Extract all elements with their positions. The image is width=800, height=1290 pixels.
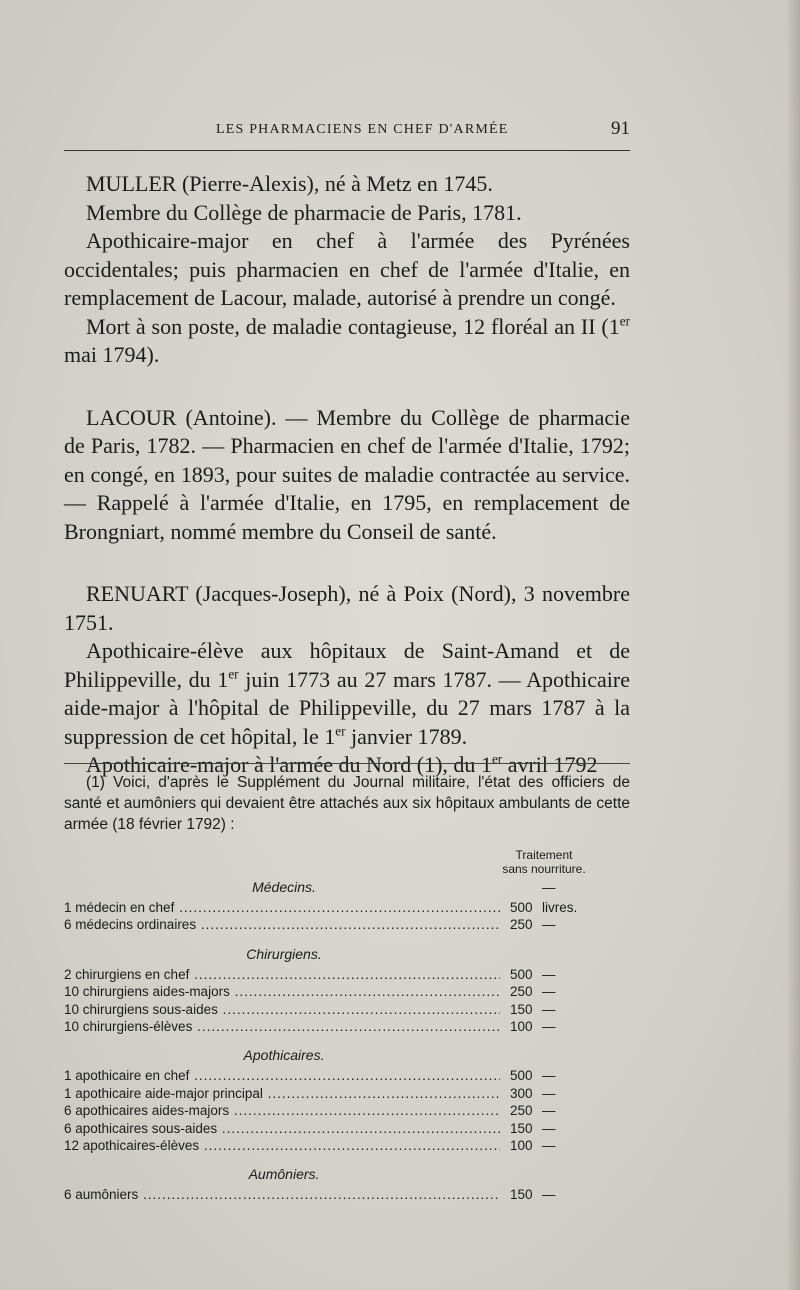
row-label: 10 chirurgiens sous-aides ..... <box>64 1001 500 1018</box>
row-unit: — <box>542 1120 556 1136</box>
row-unit: — <box>542 917 556 933</box>
entry-muller-line-2: Membre du Collège de pharmacie de Paris, 1781. <box>86 199 522 225</box>
row-amount: 500 <box>510 900 533 915</box>
entry-lacour-line-1: LACOUR (Antoine). — Membre du Collège de pharmacie de Paris, 1782. — Pharmacien en chef de l'armée d'Italie, 1792; en congé, en 1893, pour suites de maladie contractée au service. — Rappelé à l'armée d'Italie, en 1795, en remplacement de Brongniart, nommé membre du Conseil de santé. <box>64 404 630 544</box>
group-title-chirurgiens: Chirurgiens. <box>246 945 322 962</box>
row-unit: — <box>542 1001 556 1017</box>
entry-renuart-line-3: Apothicaire-major à l'armée du Nord (1), du 1er avril 1792 <box>86 751 598 777</box>
page-edge-shadow <box>786 0 800 1290</box>
row-amount: 150 <box>510 1120 533 1136</box>
main-text <box>64 170 630 780</box>
group-title-medecins: Médecins. <box>252 879 316 895</box>
table-row <box>64 1018 604 1035</box>
table-row <box>64 1067 604 1084</box>
row-label: 6 apothicaires aides-majors ..... <box>64 1102 500 1119</box>
page-number: 91 <box>611 118 630 139</box>
entry-muller-line-4: Mort à son poste, de maladie contagieuse, 12 floréal an II (1er mai 1794). <box>64 313 630 367</box>
row-amount: 100 <box>510 1018 533 1034</box>
row-amount: 250 <box>510 984 533 1000</box>
row-unit: — <box>542 1068 556 1084</box>
table-row <box>64 983 604 1000</box>
row-unit: — <box>542 1103 556 1119</box>
table-row <box>64 966 604 983</box>
row-amount: 150 <box>510 1187 533 1203</box>
table-row <box>64 1085 604 1102</box>
row-unit: — <box>542 984 556 1000</box>
entry-muller-line-1: MULLER (Pierre-Alexis), né à Metz en 1745. <box>86 171 493 196</box>
row-amount: 500 <box>510 966 533 982</box>
table-row <box>64 1102 604 1119</box>
row-label: 6 aumôniers ..... <box>64 1186 500 1203</box>
entry-muller-line-3: Apothicaire-major en chef à l'armée des Pyrénées occidentales; puis pharmacien en chef de l'armée d'Italie, en remplacement de Lacour, malade, autorisé à prendre un congé. <box>64 228 630 310</box>
row-unit: — <box>542 1018 556 1034</box>
table-row <box>64 1137 604 1154</box>
table-column-header <box>494 848 594 876</box>
table-row <box>64 916 604 933</box>
header-rule <box>64 150 630 151</box>
row-amount: 300 <box>510 1085 533 1101</box>
row-label: 6 apothicaires sous-aides ..... <box>64 1120 500 1137</box>
row-label: 1 apothicaire en chef ..... <box>64 1067 500 1084</box>
row-amount: 250 <box>510 1103 533 1119</box>
footnote-rule <box>64 763 630 764</box>
footnote <box>64 772 630 835</box>
entry-renuart-line-1: RENUART (Jacques-Joseph), né à Poix (Nord), 3 novembre 1751. <box>64 581 630 635</box>
row-unit: livres. <box>542 900 578 915</box>
group-title-aumoniers: Aumôniers. <box>248 1166 320 1183</box>
running-head-title: LES PHARMACIENS EN CHEF D'ARMÉE <box>216 122 509 137</box>
row-unit: — <box>542 1137 556 1153</box>
row-amount: 500 <box>510 1068 533 1084</box>
row-label: 6 médecins ordinaires ..... <box>64 916 500 933</box>
row-label: 12 apothicaires-élèves ..... <box>64 1137 500 1154</box>
running-head <box>64 118 630 144</box>
table-row <box>64 1120 604 1137</box>
column-header-dash: — <box>542 880 556 895</box>
row-label: 2 chirurgiens en chef ..... <box>64 966 500 983</box>
row-amount: 100 <box>510 1137 533 1153</box>
group-title-apothicaires: Apothicaires. <box>243 1047 325 1064</box>
table-row <box>64 1186 604 1203</box>
footnote-text: (1) Voici, d'après le Supplément du Journal militaire, l'état des officiers de santé et aumôniers qui devaient être attachés aux six hôpitaux ambulants de cette armée (18 février 1792) : <box>64 774 630 833</box>
entry-renuart-line-2: Apothicaire-élève aux hôpitaux de Saint-Amand et de Philippeville, du 1er juin 1773 au 27 mars 1787. — Apothicaire aide-major à l'hôpital de Philippeville, du 27 mars 1787 à la suppression de cet hôpital, le 1er janvier 1789. <box>64 638 630 749</box>
row-unit: — <box>542 966 556 982</box>
column-header-line-2: sans nourriture. <box>502 862 586 876</box>
staff-table <box>64 875 604 1204</box>
row-amount: 150 <box>510 1001 533 1017</box>
row-label: 1 apothicaire aide-major principal ..... <box>64 1085 500 1102</box>
row-label: 10 chirurgiens-élèves ..... <box>64 1018 500 1035</box>
row-label: 1 médecin en chef ..... <box>64 899 500 916</box>
table-row <box>64 899 604 916</box>
row-label: 10 chirurgiens aides-majors ..... <box>64 983 500 1000</box>
row-unit: — <box>542 1187 556 1203</box>
table-row <box>64 1001 604 1018</box>
row-unit: — <box>542 1085 556 1101</box>
column-header-line-1: Traitement <box>515 848 573 862</box>
row-amount: 250 <box>510 917 533 933</box>
